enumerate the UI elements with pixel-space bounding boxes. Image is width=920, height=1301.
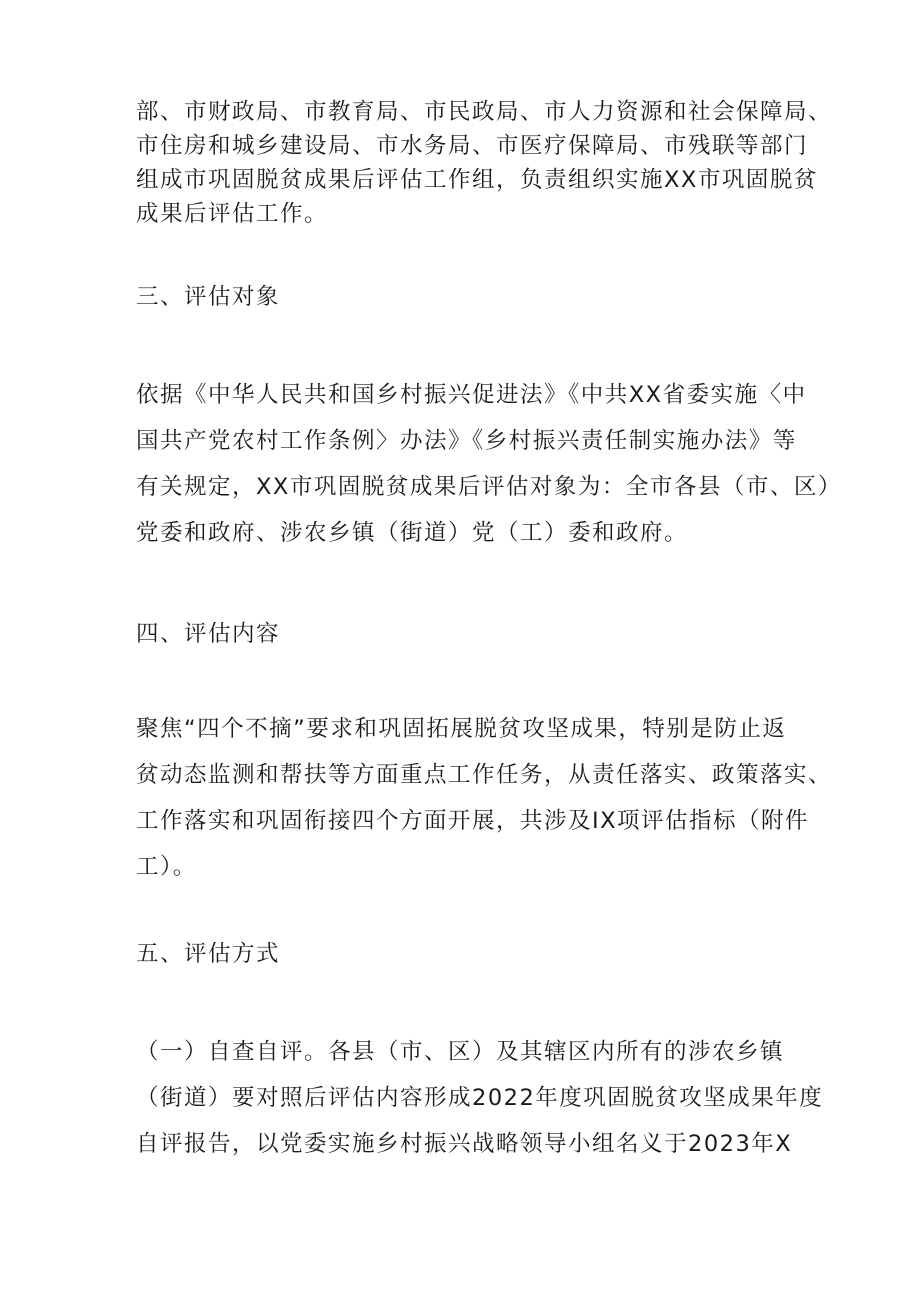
text-line: 国共产党农村工作条例〉办法》《乡村振兴责任制实施办法》等 [136, 428, 797, 454]
intro-paragraph [136, 95, 833, 231]
text-line: （街道）要对照后评估内容形成2022年度巩固脱贫攻坚成果年度 [136, 1085, 824, 1111]
section-3-heading: 三、评估对象 [136, 284, 281, 310]
text-line: 聚焦“四个不摘”要求和巩固拓展脱贫攻坚成果，特别是防止返 [136, 716, 787, 742]
text-line: 部、市财政局、市教育局、市民政局、市人力资源和社会保障局、 [136, 99, 833, 125]
section-3-paragraph [136, 372, 842, 556]
section-5-paragraph [136, 1029, 824, 1167]
section-5-heading: 五、评估方式 [136, 941, 281, 967]
text-line: 工作落实和巩固衔接四个方面开展，共涉及IX项评估指标（附件 [136, 808, 810, 834]
text-line: 成果后评估工作。 [136, 201, 329, 227]
text-line: （一）自查自评。各县（市、区）及其辖区内所有的涉农乡镇 [136, 1039, 785, 1065]
section-4-heading: 四、评估内容 [136, 621, 281, 647]
text-line: 市住房和城乡建设局、市水务局、市医疗保障局、市残联等部门 [136, 133, 809, 159]
text-line: 工）。 [136, 854, 197, 880]
text-line: 依据《中华人民共和国乡村振兴促进法》《中共XX省委实施〈中 [136, 382, 807, 408]
section-4-paragraph [136, 706, 833, 890]
text-line: 组成市巩固脱贫成果后评估工作组，负责组织实施XX市巩固脱贫 [136, 167, 818, 193]
text-line: 自评报告，以党委实施乡村振兴战略领导小组名义于2023年X [136, 1131, 793, 1157]
text-line: 贫动态监测和帮扶等方面重点工作任务，从责任落实、政策落实、 [136, 762, 833, 788]
text-line: 党委和政府、涉农乡镇（街道）党（工）委和政府。 [136, 520, 689, 546]
text-line: 有关规定，XX市巩固脱贫成果后评估对象为：全市各县（市、区） [136, 474, 842, 500]
